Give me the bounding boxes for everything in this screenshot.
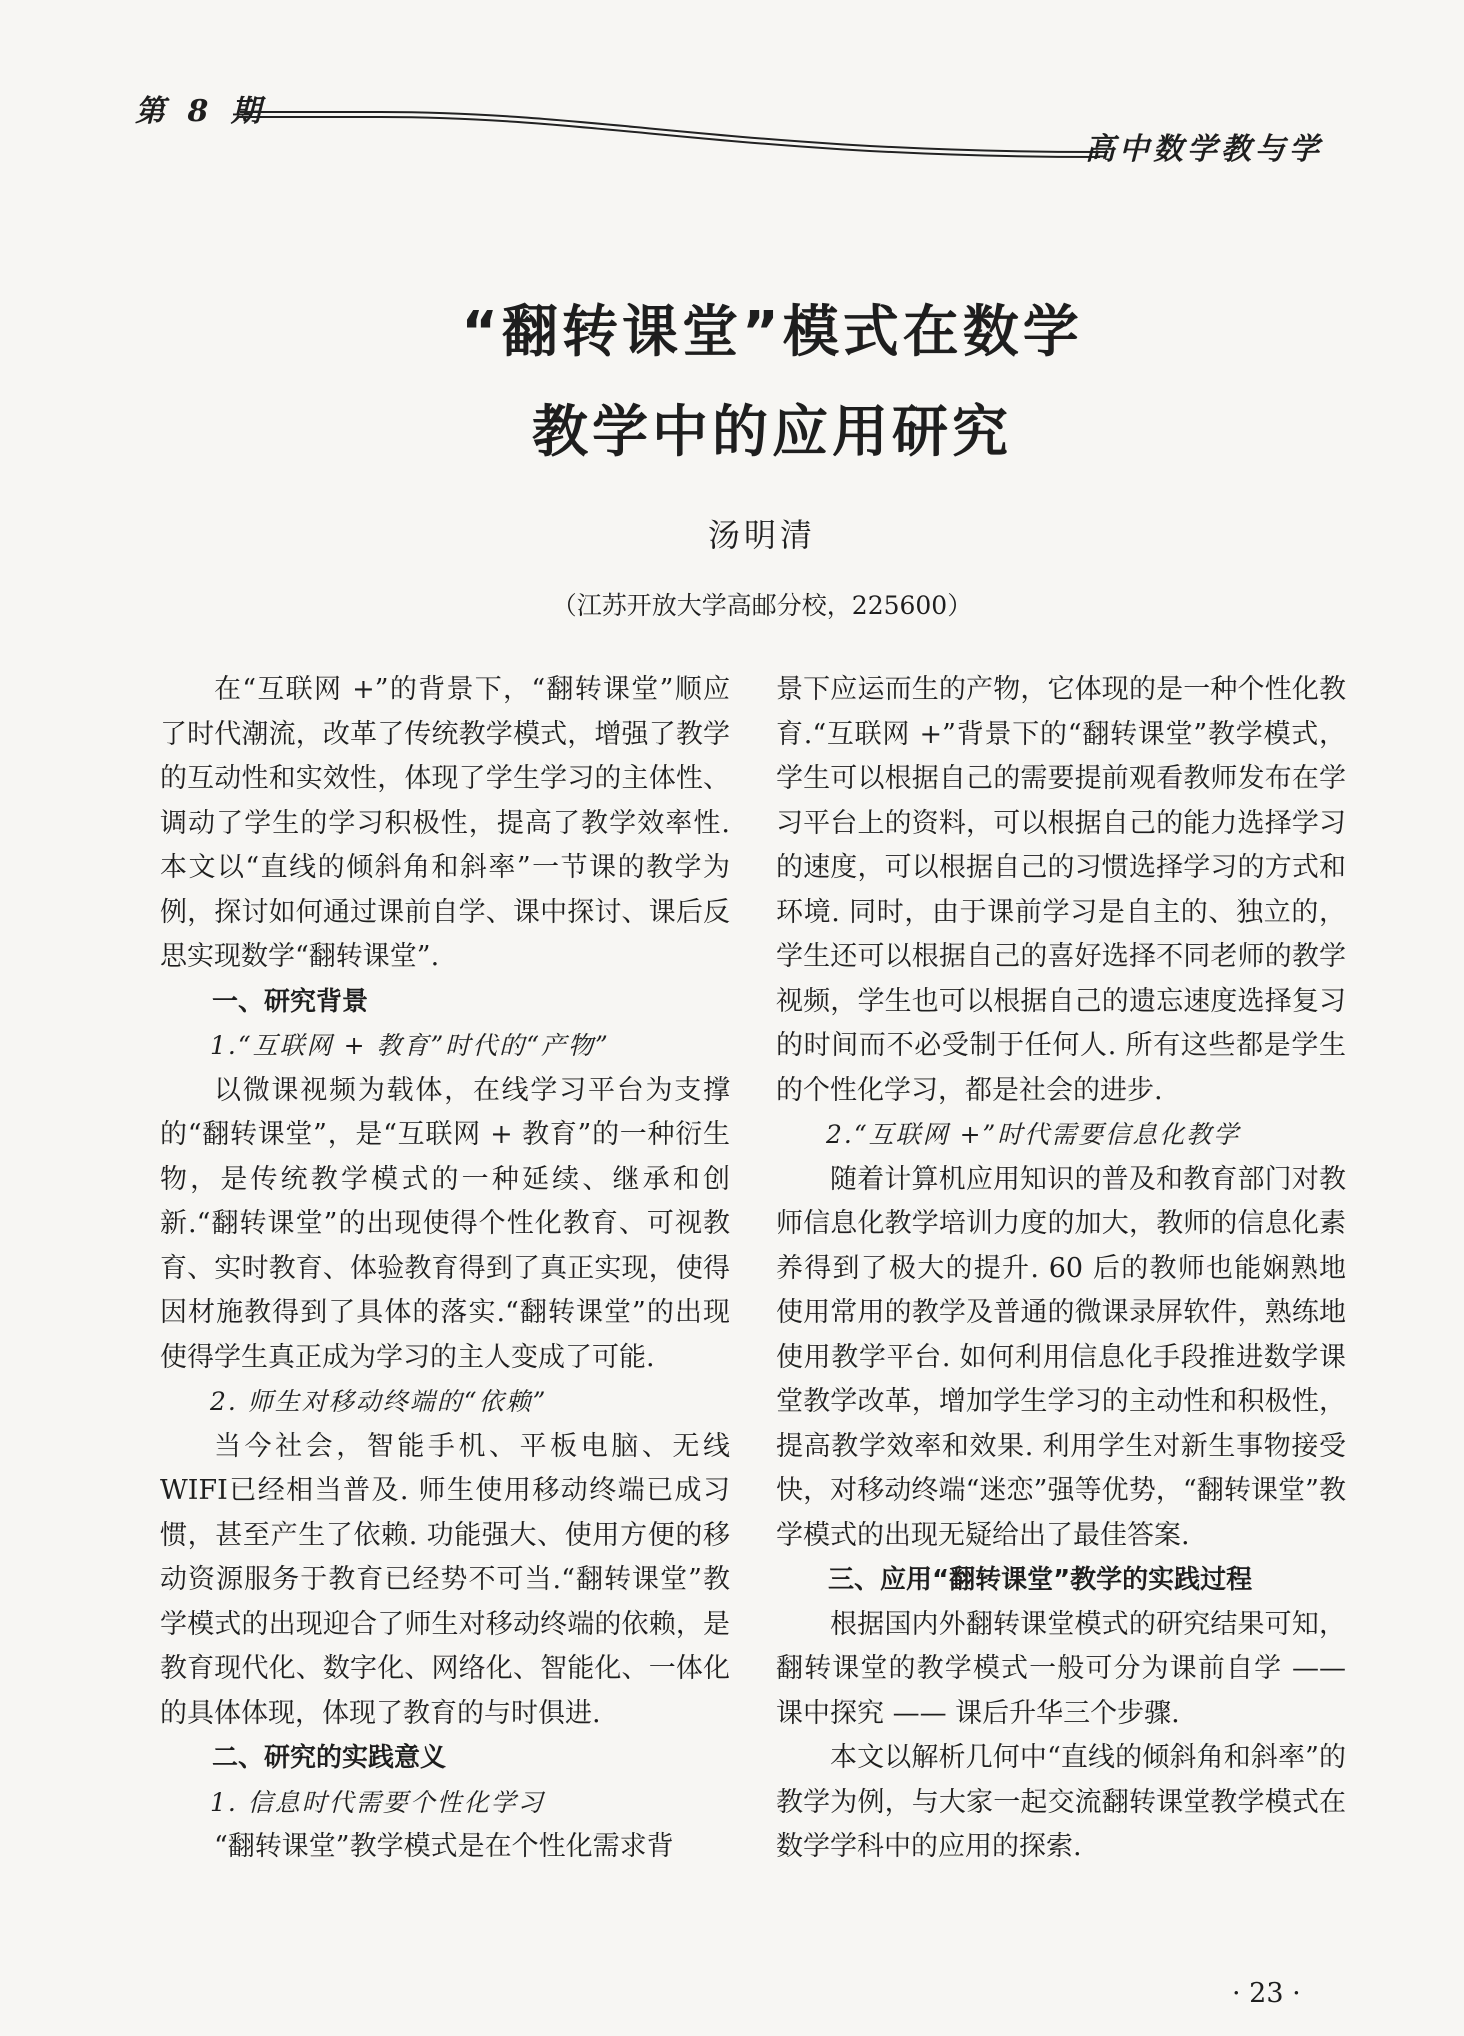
subsection-heading: 1. 信息时代需要个性化学习 bbox=[210, 1787, 545, 1817]
body-paragraph-continued: 景下应运而生的产物，它体现的是一种个性化教育.“互联网 +”背景下的“翻转课堂”教学模式，学生可以根据自己的需要提前观看教师发布在学习平台上的资料，可以根据自己的能力选择学习的速度，可以根据自己的习惯选择学习的方式和环境. 同时，由于课前学习是自主的、独立的，学生还可以根据自己的喜好选择不同老师的教学视频，学生也可以根据自己的遗忘速度选择复习的时间而不必受制于任何人. 所有这些都是学生的个性化学习，都是社会的进步. bbox=[776, 674, 1346, 1106]
article-author: 汤明清 bbox=[707, 516, 816, 554]
article-title-line-1: “翻转课堂”模式在数学 bbox=[461, 300, 1083, 365]
body-paragraph: 在“互联网 +”的背景下，“翻转课堂”顺应了时代潮流，改革了传统教学模式，增强了教学的互动性和实效性，体现了学生学习的主体性、调动了学生的学习积极性，提高了教学效率性. 本文以“直线的倾斜角和斜率”一节课的教学为例，探讨如何通过课前自学、课中探讨、课后反思实现数学“翻转课堂”. bbox=[160, 674, 730, 972]
body-paragraph: 随着计算机应用知识的普及和教育部门对教师信息化教学培训力度的加大，教师的信息化素养得到了极大的提升. 60 后的教师也能娴熟地使用常用的教学及普通的微课录屏软件，熟练地使用教学平台. 如何利用信息化手段推进数学课堂教学改革，增加学生学习的主动性和积极性，提高教学效率和效果. 利用学生对新生事物接受快，对移动终端“迷恋”强等优势，“翻转课堂”教学模式的出现无疑给出了最佳答案. bbox=[776, 1163, 1346, 1551]
subsection-heading: 2.“互联网 +”时代需要信息化教学 bbox=[826, 1120, 1241, 1149]
body-paragraph: 以微课视频为载体，在线学习平台为支撑的“翻转课堂”，是“互联网 + 教育”的一种衍生物，是传统教学模式的一种延续、继承和创新.“翻转课堂”的出现使得个性化教育、可视教育、实时教育、体验教育得到了真正实现，使得因材施教得到了具体的落实.“翻转课堂”的出现使得学生真正成为学习的主人变成了可能. bbox=[160, 1074, 730, 1373]
running-head-journal: 高中数学教与学 bbox=[1085, 132, 1323, 167]
right-column bbox=[776, 668, 1346, 1870]
body-paragraph: 本文以解析几何中“直线的倾斜角和斜率”的教学为例，与大家一起交流翻转课堂教学模式在数学学科中的应用的探索. bbox=[776, 1742, 1346, 1862]
body-paragraph: 当今社会，智能手机、平板电脑、无线WIFI已经相当普及. 师生使用移动终端已成习惯，甚至产生了依赖. 功能强大、使用方便的移动资源服务于教育已经势不可当.“翻转课堂”教学模式的出现迎合了师生对移动终端的依赖，是教育现代化、数字化、网络化、智能化、一体化的具体体现，体现了教育的与时俱进. bbox=[160, 1430, 730, 1729]
article-affiliation: （江苏开放大学高邮分校，225600） bbox=[551, 591, 973, 620]
body-paragraph: “翻转课堂”教学模式是在个性化需求背 bbox=[214, 1831, 674, 1862]
subsection-heading: 2. 师生对移动终端的“依赖” bbox=[210, 1387, 548, 1416]
page-number: · 23 · bbox=[1232, 1978, 1301, 2009]
header-double-rule bbox=[240, 108, 1100, 160]
article-title-line-2: 教学中的应用研究 bbox=[532, 400, 1012, 465]
left-column bbox=[160, 668, 730, 1870]
body-paragraph: 根据国内外翻转课堂模式的研究结果可知，翻转课堂的教学模式一般可分为课前自学 —— 课中探究 —— 课后升华三个步骤. bbox=[776, 1608, 1346, 1729]
section-heading: 二、研究的实践意义 bbox=[212, 1743, 447, 1773]
section-heading: 一、研究背景 bbox=[212, 986, 369, 1017]
subsection-heading: 1.“互联网 + 教育”时代的“产物” bbox=[210, 1031, 610, 1060]
section-heading: 三、应用“翻转课堂”教学的实践过程 bbox=[828, 1565, 1253, 1595]
running-head-issue: 第 8 期 bbox=[135, 94, 267, 129]
